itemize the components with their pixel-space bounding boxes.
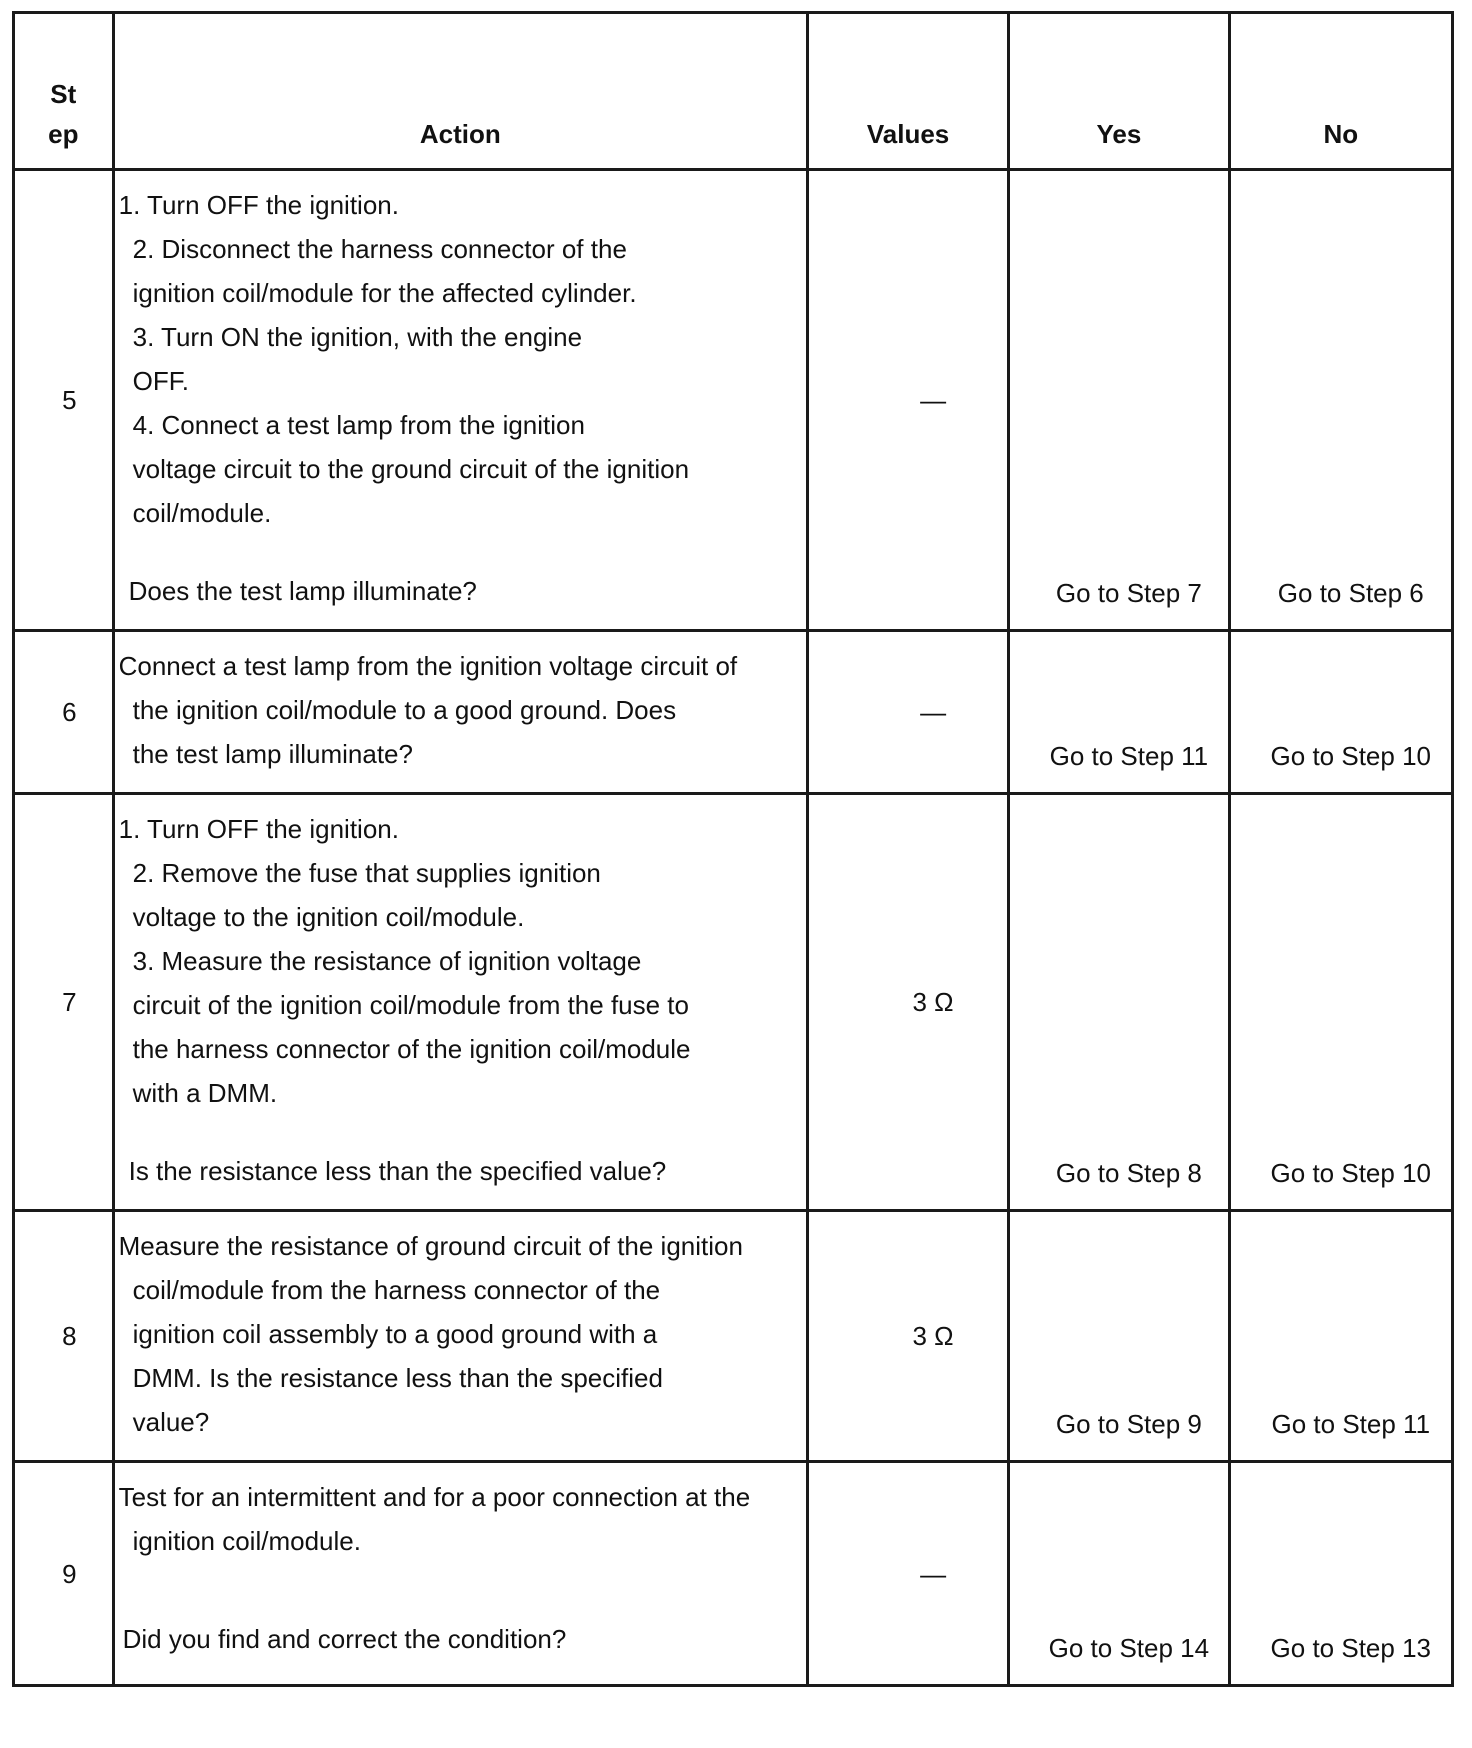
no-result: Go to Step 10: [1229, 794, 1452, 1211]
spacer: [119, 1115, 798, 1149]
no-result: Go to Step 10: [1229, 631, 1452, 794]
step-number: 7: [14, 794, 114, 1211]
action-line: coil/module from the harness connector of the: [132, 1275, 661, 1305]
header-yes: Yes: [1009, 13, 1229, 170]
table-row: [14, 1462, 1453, 1686]
action-line: coil/module.: [132, 498, 272, 528]
step-number: 8: [14, 1211, 114, 1462]
table-row: [14, 631, 1453, 794]
action-line: 3. Measure the resistance of ignition voltage: [132, 946, 642, 976]
diagnostic-table: [12, 11, 1454, 1687]
table-row: [14, 170, 1453, 631]
table-row: [14, 794, 1453, 1211]
header-step-line2: ep: [48, 119, 79, 149]
header-action: Action: [113, 13, 807, 170]
yes-result: Go to Step 14: [1009, 1462, 1229, 1686]
action-line: the harness connector of the ignition coil/module: [132, 1034, 691, 1064]
yes-result: Go to Step 11: [1009, 631, 1229, 794]
action-line: ignition coil/module.: [132, 1526, 361, 1556]
header-row: [14, 13, 1453, 170]
action-line: Connect a test lamp from the ignition voltage circuit of: [118, 651, 738, 681]
action-line: ignition coil assembly to a good ground with a: [132, 1319, 658, 1349]
step-number: 5: [14, 170, 114, 631]
value-cell: —: [807, 631, 1008, 794]
action-question: Is the resistance less than the specified value?: [128, 1156, 667, 1186]
yes-result: Go to Step 8: [1009, 794, 1229, 1211]
yes-result: Go to Step 7: [1009, 170, 1229, 631]
action-question: Did you find and correct the condition?: [122, 1624, 567, 1654]
spacer: [119, 535, 798, 569]
action-line: 1. Turn OFF the ignition.: [118, 814, 399, 844]
table-row: [14, 1211, 1453, 1462]
no-result: Go to Step 11: [1229, 1211, 1452, 1462]
action-cell: [113, 631, 807, 794]
header-step-line1: St: [50, 79, 77, 109]
action-line: 4. Connect a test lamp from the ignition: [132, 410, 585, 440]
value-cell: —: [807, 170, 1008, 631]
action-line: value?: [132, 1407, 210, 1437]
value-cell: —: [807, 1462, 1008, 1686]
action-line: ignition coil/module for the affected cylinder.: [132, 278, 637, 308]
action-line: DMM. Is the resistance less than the specified: [132, 1363, 663, 1393]
header-values: Values: [807, 13, 1008, 170]
action-line: 2. Disconnect the harness connector of the: [132, 234, 627, 264]
action-line: the test lamp illuminate?: [132, 739, 413, 769]
action-line: with a DMM.: [132, 1078, 278, 1108]
action-line: the ignition coil/module to a good ground. Does: [132, 695, 677, 725]
header-step: [14, 13, 114, 170]
action-line: voltage circuit to the ground circuit of the ignition: [132, 454, 690, 484]
no-result: Go to Step 13: [1229, 1462, 1452, 1686]
no-result: Go to Step 6: [1229, 170, 1452, 631]
action-line: 1. Turn OFF the ignition.: [118, 190, 399, 220]
action-line: OFF.: [132, 366, 189, 396]
spacer: [119, 1563, 798, 1617]
action-cell: [113, 170, 807, 631]
action-line: circuit of the ignition coil/module from the fuse to: [132, 990, 689, 1020]
value-cell: 3 Ω: [807, 794, 1008, 1211]
yes-result: Go to Step 9: [1009, 1211, 1229, 1462]
action-line: 3. Turn ON the ignition, with the engine: [132, 322, 583, 352]
action-question: Does the test lamp illuminate?: [128, 576, 477, 606]
action-line: Test for an intermittent and for a poor connection at the: [118, 1482, 751, 1512]
action-cell: [113, 1211, 807, 1462]
action-cell: [113, 794, 807, 1211]
value-cell: 3 Ω: [807, 1211, 1008, 1462]
action-line: 2. Remove the fuse that supplies ignition: [132, 858, 601, 888]
step-number: 9: [14, 1462, 114, 1686]
step-number: 6: [14, 631, 114, 794]
action-line: voltage to the ignition coil/module.: [132, 902, 525, 932]
header-no: No: [1229, 13, 1452, 170]
action-cell: [113, 1462, 807, 1686]
action-line: Measure the resistance of ground circuit of the ignition: [118, 1231, 743, 1261]
